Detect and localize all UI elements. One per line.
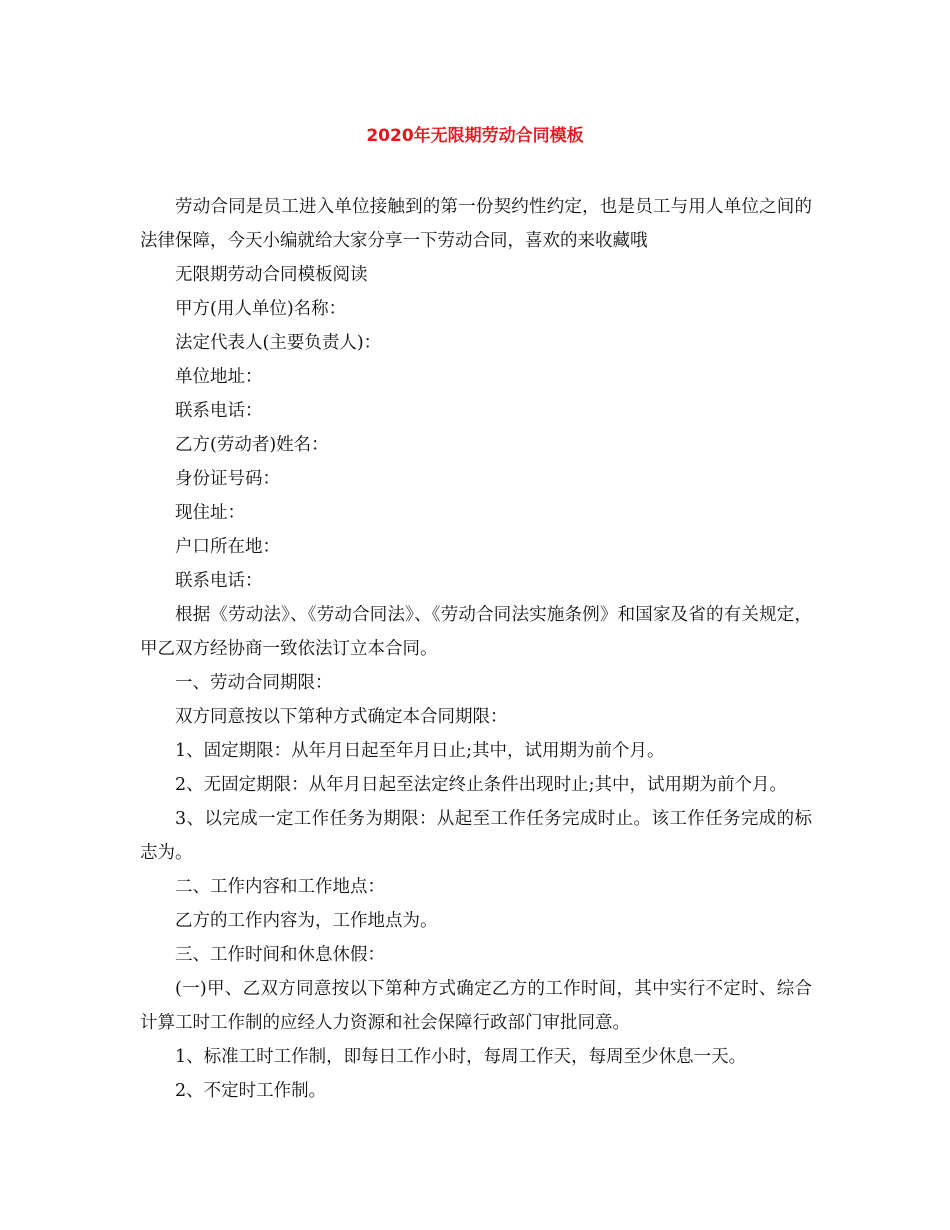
fixed-term-clause: 1、固定期限：从年月日起至年月日止;其中，试用期为前个月。 [175,741,665,761]
id-number-line: 身份证号码： [175,469,280,489]
standard-hours-clause: 1、标准工时工作制，即每日工作小时，每周工作天，每周至少休息一天。 [175,1047,747,1067]
household-registration-line: 户口所在地： [175,537,280,557]
section-3-heading: 三、工作时间和休息休假： [175,945,385,965]
party-b-phone-line: 联系电话： [175,571,263,591]
party-a-phone-line: 联系电话： [175,401,263,421]
party-b-name-line: 乙方(劳动者)姓名： [175,435,329,455]
legal-representative-line: 法定代表人(主要负责人)： [175,333,382,353]
company-address-line: 单位地址： [175,367,263,387]
document-title: 2020年无限期劳动合同模板 [366,126,584,146]
party-a-name-line: 甲方(用人单位)名称： [175,299,347,319]
working-time-method-paragraph: (一)甲、乙双方同意按以下第种方式确定乙方的工作时间，其中实行不定时、综合计算工时工作制的应经人力资源和社会保障行政部门审批同意。 [140,979,812,1033]
open-ended-term-clause: 2、无固定期限：从年月日起至法定终止条件出现时止;其中，试用期为前个月。 [175,775,788,795]
intro-paragraph: 劳动合同是员工进入单位接触到的第一份契约性约定，也是员工与用人单位之间的法律保障，今天小编就给大家分享一下劳动合同，喜欢的来收藏哦 [140,197,812,251]
template-heading: 无限期劳动合同模板阅读 [175,265,368,285]
document-body [140,190,812,1108]
section-1-heading: 一、劳动合同期限： [175,673,333,693]
term-method-line: 双方同意按以下第种方式确定本合同期限： [175,707,508,727]
legal-basis-paragraph: 根据《劳动法》、《劳动合同法》、《劳动合同法实施条例》和国家及省的有关规定，甲乙双方经协商一致依法订立本合同。 [140,605,812,659]
work-content-line: 乙方的工作内容为，工作地点为。 [175,911,438,931]
current-address-line: 现住址： [175,503,245,523]
task-term-clause: 3、以完成一定工作任务为期限：从起至工作任务完成时止。该工作任务完成的标志为。 [140,809,812,863]
flexible-hours-clause: 2、不定时工作制。 [175,1081,327,1101]
section-2-heading: 二、工作内容和工作地点： [175,877,385,897]
